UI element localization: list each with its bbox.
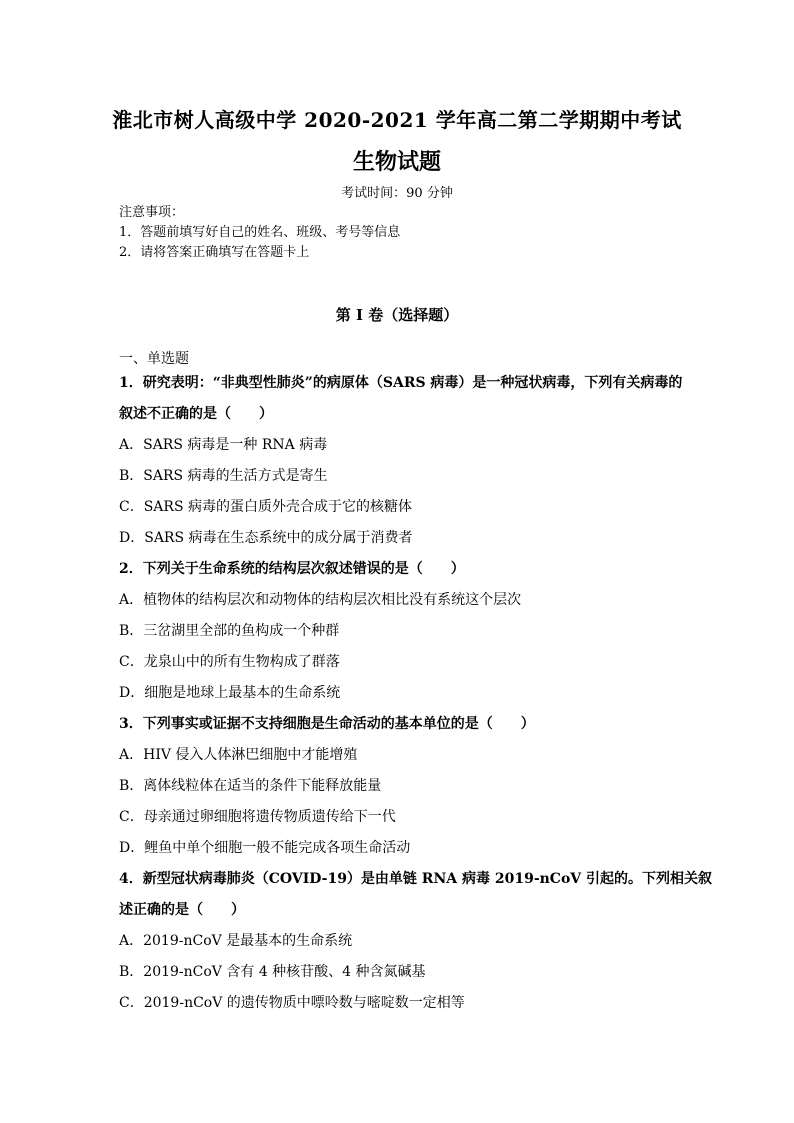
option-c: C．SARS 病毒的蛋白质外壳合成于它的核糖体 [119,499,412,515]
section-title: 第 I 卷（选择题） [335,306,459,324]
option-d: D．鲤鱼中单个细胞一般不能完成各项生命活动 [119,840,411,856]
option-a: A．SARS 病毒是一种 RNA 病毒 [119,437,328,453]
option-a: A．HIV 侵入人体淋巴细胞中才能增殖 [119,747,358,763]
option-b: B．离体线粒体在适当的条件下能释放能量 [119,778,382,794]
exam-title: 淮北市树人高级中学 2020-2021 学年高二第二学期期中考试 [112,108,682,132]
option-d: D．细胞是地球上最基本的生命系统 [119,685,341,701]
note-item: 2．请将答案正确填写在答题卡上 [119,245,310,260]
question-stem: 叙述不正确的是（ ） [119,406,273,422]
option-b: B．三岔湖里全部的鱼构成一个种群 [119,623,340,639]
question-stem: 4．新型冠状病毒肺炎（COVID-19）是由单链 RNA 病毒 2019-nCoV 引起的。下列相关叙 [119,871,713,887]
question-4 [119,864,713,1019]
notes-heading: 注意事项： [119,205,185,220]
option-d: D．SARS 病毒在生态系统中的成分属于消费者 [119,530,413,546]
question-2 [119,554,689,709]
option-a: A．2019-nCoV 是最基本的生命系统 [119,933,353,949]
option-c: C．龙泉山中的所有生物构成了群落 [119,654,340,670]
option-c: C．2019-nCoV 的遗传物质中嘌呤数与嘧啶数一定相等 [119,995,465,1011]
question-stem: 述正确的是（ ） [119,902,245,918]
notes-block [119,203,400,263]
option-b: B．2019-nCoV 含有 4 种核苷酸、4 种含氮碱基 [119,964,426,980]
option-a: A．植物体的结构层次和动物体的结构层次相比没有系统这个层次 [119,592,522,608]
question-list [119,368,713,1019]
option-c: C．母亲通过卵细胞将遗传物质遗传给下一代 [119,809,396,825]
exam-subject-title: 生物试题 [352,149,441,175]
option-b: B．SARS 病毒的生活方式是寄生 [119,468,328,484]
question-stem: 2．下列关于生命系统的结构层次叙述错误的是（ ） [119,561,465,577]
part-title: 一、单选题 [119,351,189,367]
question-1 [119,368,689,554]
question-stem: 1．研究表明：“非典型性肺炎”的病原体（SARS 病毒）是一种冠状病毒，下列有关病毒的 [119,375,683,391]
question-stem: 3．下列事实或证据不支持细胞是生命活动的基本单位的是（ ） [119,716,535,732]
note-item: 1．答题前填写好自己的姓名、班级、考号等信息 [119,225,401,240]
exam-time: 考试时间：90 分钟 [341,186,453,201]
question-3 [119,709,689,864]
